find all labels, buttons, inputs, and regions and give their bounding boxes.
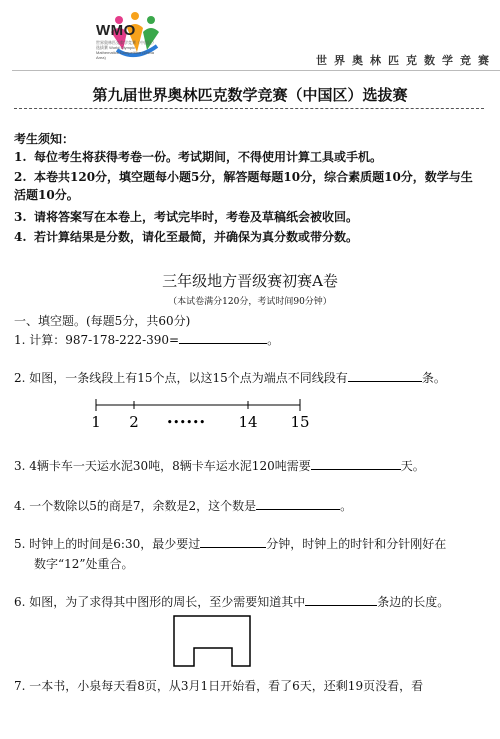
question-4: 4. 一个数除以5的商是7，余数是2，这个数是 。 xyxy=(14,496,486,516)
header-divider xyxy=(12,70,500,71)
logo-text: WMO xyxy=(96,22,136,39)
brand-banner: 世界奥林匹克数学竞赛 xyxy=(316,54,496,67)
line-segment-figure xyxy=(90,395,320,439)
polygon-figure xyxy=(172,614,252,668)
page-title: 第九届世界奥林匹克数学竞赛（中国区）选拔赛 xyxy=(92,86,408,104)
section-heading: 一、填空题。(每题5分，共60分) xyxy=(14,314,191,328)
question-1: 1. 计算：987-178-222-390= 。 xyxy=(14,330,486,350)
point-label: 1 xyxy=(91,413,101,431)
rule-item: 1. 每位考生将获得考卷一份。考试期间，不得使用计算工具或手机。 xyxy=(14,150,383,164)
point-label: 2 xyxy=(129,413,139,431)
rule-item: 2. 本卷共120分，填空题每小题5分，解答题每题10分，综合素质题10分，数学与生活题10分。 xyxy=(14,170,473,202)
ellipsis-label: •••••• xyxy=(166,416,206,429)
question-7: 7. 一本书，小泉每天看8页，从3月1日开始看，看了6天，还剩19页没看，看 xyxy=(14,679,424,693)
answer-blank-4[interactable] xyxy=(256,496,340,510)
notice-heading: 考生须知： xyxy=(14,132,75,146)
point-label: 14 xyxy=(238,413,258,431)
question-2: 2. 如图，一条线段上有15个点，以这15个点为端点不同线段有 条。 xyxy=(14,368,486,388)
paper-title: 三年级地方晋级赛初赛A卷 xyxy=(162,272,338,290)
question-3: 3. 4辆卡车一天运水泥30吨，8辆卡车运水泥120吨需要 天。 xyxy=(14,456,486,476)
question-6: 6. 如图，为了求得其中图形的周长，至少需要知道其中 条边的长度。 xyxy=(14,592,486,612)
rule-item: 4. 若计算结果是分数，请化至最简，并确保为真分数或带分数。 xyxy=(14,230,359,244)
logo-subtitle: 世界奥林匹克数学竞赛（中国区）选拔赛 World Olympic Mathematics Competition (China Area) xyxy=(96,40,156,60)
answer-blank-1[interactable] xyxy=(179,330,267,344)
point-label: 15 xyxy=(290,413,310,431)
rule-item: 3. 请将答案写在本卷上，考试完毕时，考卷及草稿纸会被收回。 xyxy=(14,210,359,224)
answer-blank-6[interactable] xyxy=(305,592,377,606)
answer-blank-5[interactable] xyxy=(200,534,266,548)
paper-subtitle: （本试卷满分120分，考试时间90分钟） xyxy=(168,297,332,307)
answer-blank-3[interactable] xyxy=(311,456,401,470)
answer-blank-2[interactable] xyxy=(348,368,422,382)
dashed-divider xyxy=(14,108,484,109)
question-5: 5. 时钟上的时间是6:30，最少要过 分钟，时钟上的时针和分针刚好在 数字“12”处重合。 xyxy=(14,534,486,574)
